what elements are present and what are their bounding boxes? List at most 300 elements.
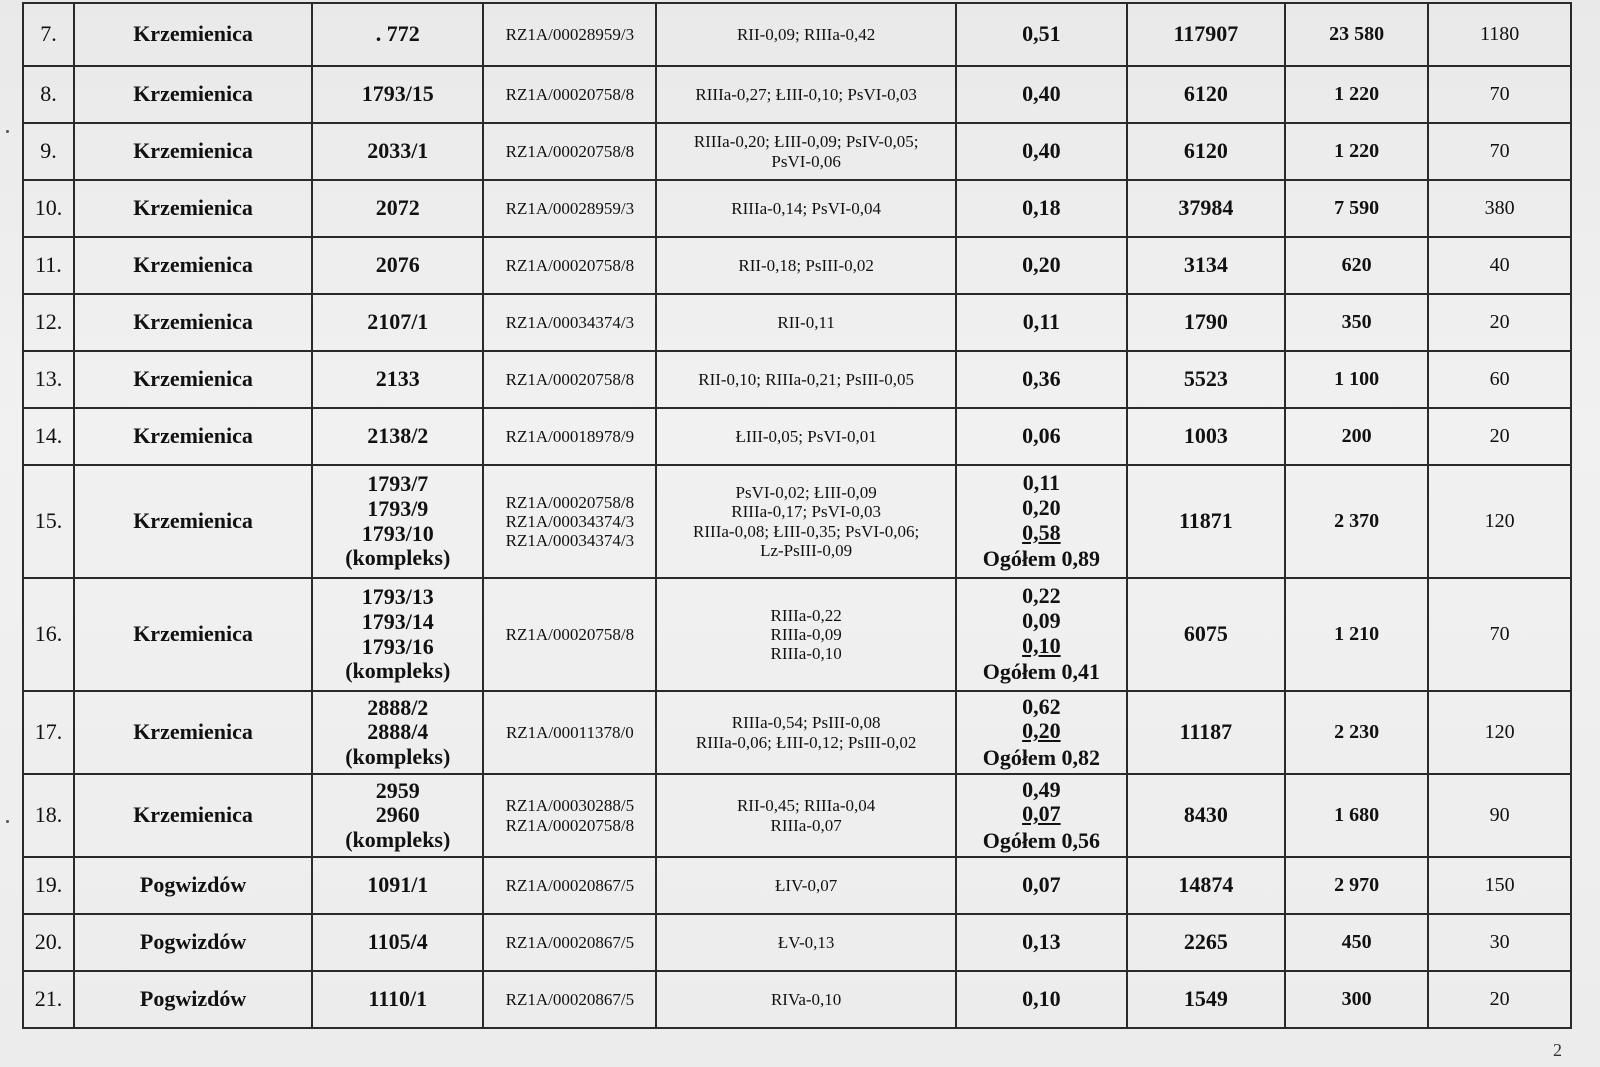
land-register-number: RZ1A/00020867/5 bbox=[505, 932, 635, 952]
row-number-cell bbox=[23, 408, 74, 465]
area-value: 0,22 bbox=[1022, 583, 1061, 609]
parcel-number: 1110/1 bbox=[368, 986, 428, 1012]
fee-cell bbox=[1428, 3, 1571, 66]
area-cell bbox=[956, 857, 1127, 914]
row-number-cell bbox=[23, 578, 74, 691]
table-row bbox=[23, 774, 1571, 857]
table-row bbox=[23, 691, 1571, 774]
value-cell bbox=[1127, 237, 1285, 294]
area-cell bbox=[956, 294, 1127, 351]
table-row bbox=[23, 578, 1571, 691]
parcel-number: 2959 bbox=[375, 777, 420, 803]
value-amount: 6075 bbox=[1183, 621, 1228, 647]
parcel-number: 2072 bbox=[375, 195, 420, 221]
fee-cell bbox=[1428, 180, 1571, 237]
parcel-cell bbox=[312, 237, 483, 294]
fee-amount: 20 bbox=[1489, 988, 1510, 1011]
location-cell bbox=[74, 351, 312, 408]
soil-class-cell bbox=[656, 578, 955, 691]
parcel-cell bbox=[312, 774, 483, 857]
parcel-cell bbox=[312, 914, 483, 971]
fee-amount: 150 bbox=[1484, 874, 1515, 897]
land-register-number: RZ1A/00030288/5 bbox=[505, 796, 635, 816]
location-cell bbox=[74, 857, 312, 914]
location-cell bbox=[74, 691, 312, 774]
value-amount: 8430 bbox=[1183, 802, 1228, 828]
soil-class: RIIIa-0,10 bbox=[770, 644, 842, 664]
parcel-table bbox=[22, 2, 1572, 1029]
location-cell bbox=[74, 914, 312, 971]
fee-cell bbox=[1428, 857, 1571, 914]
area-value: 0,40 bbox=[1022, 81, 1061, 107]
soil-class-cell bbox=[656, 3, 955, 66]
fee-amount: 1180 bbox=[1480, 23, 1520, 46]
area-cell bbox=[956, 237, 1127, 294]
value-cell bbox=[1127, 3, 1285, 66]
area-total: Ogółem 0,82 bbox=[982, 744, 1101, 770]
soil-class-cell bbox=[656, 914, 955, 971]
row-number-cell bbox=[23, 237, 74, 294]
area-value: 0,58 bbox=[1022, 519, 1061, 545]
soil-class: ŁV-0,13 bbox=[777, 932, 835, 952]
parcel-number: . 772 bbox=[375, 21, 420, 47]
soil-class: ŁIII-0,05; PsVI-0,01 bbox=[735, 426, 877, 446]
price-amount: 620 bbox=[1341, 254, 1372, 277]
price-amount: 1 100 bbox=[1334, 368, 1380, 391]
parcel-cell bbox=[312, 294, 483, 351]
value-cell bbox=[1127, 408, 1285, 465]
row-number: 7. bbox=[40, 21, 57, 47]
land-register-number: RZ1A/00020758/8 bbox=[505, 141, 635, 161]
row-number: 9. bbox=[40, 138, 57, 164]
location-cell bbox=[74, 66, 312, 123]
location-name: Krzemienica bbox=[133, 252, 253, 278]
table-row bbox=[23, 465, 1571, 578]
fee-amount: 20 bbox=[1489, 425, 1510, 448]
fee-cell bbox=[1428, 123, 1571, 180]
area-cell bbox=[956, 66, 1127, 123]
fee-cell bbox=[1428, 66, 1571, 123]
row-number: 16. bbox=[34, 621, 63, 647]
land-register-cell bbox=[483, 408, 656, 465]
soil-class: PsVI-0,02; ŁIII-0,09 bbox=[735, 483, 877, 503]
value-cell bbox=[1127, 857, 1285, 914]
land-register-number: RZ1A/00018978/9 bbox=[505, 426, 635, 446]
table-body bbox=[23, 3, 1571, 1028]
row-number-cell bbox=[23, 66, 74, 123]
area-value: 0,40 bbox=[1022, 138, 1061, 164]
value-cell bbox=[1127, 465, 1285, 578]
soil-class-cell bbox=[656, 123, 955, 180]
row-number: 10. bbox=[34, 195, 63, 221]
land-register-number: RZ1A/00020758/8 bbox=[505, 255, 635, 275]
land-register-cell bbox=[483, 914, 656, 971]
table-row bbox=[23, 971, 1571, 1028]
value-amount: 1790 bbox=[1183, 309, 1228, 335]
table-row bbox=[23, 66, 1571, 123]
page-number: 2 bbox=[1553, 1040, 1562, 1060]
location-cell bbox=[74, 294, 312, 351]
location-name: Krzemienica bbox=[133, 81, 253, 107]
fee-amount: 120 bbox=[1484, 721, 1515, 744]
value-cell bbox=[1127, 691, 1285, 774]
parcel-cell bbox=[312, 971, 483, 1028]
parcel-number: (kompleks) bbox=[345, 658, 451, 684]
area-total: Ogółem 0,41 bbox=[982, 659, 1101, 685]
area-cell bbox=[956, 3, 1127, 66]
parcel-number: 1091/1 bbox=[367, 872, 429, 898]
parcel-number: 1793/13 bbox=[361, 584, 434, 610]
table-row bbox=[23, 180, 1571, 237]
price-cell bbox=[1285, 66, 1429, 123]
parcel-number: 1105/4 bbox=[367, 929, 428, 955]
land-register-cell bbox=[483, 3, 656, 66]
parcel-number: 2133 bbox=[375, 366, 420, 392]
land-register-number: RZ1A/00011378/0 bbox=[505, 722, 634, 742]
row-number-cell bbox=[23, 351, 74, 408]
soil-class: RII-0,11 bbox=[777, 312, 835, 332]
area-cell bbox=[956, 180, 1127, 237]
parcel-number: 1793/7 bbox=[367, 471, 429, 497]
location-cell bbox=[74, 971, 312, 1028]
land-register-cell bbox=[483, 294, 656, 351]
fee-cell bbox=[1428, 465, 1571, 578]
location-name: Pogwizdów bbox=[139, 929, 247, 955]
price-cell bbox=[1285, 691, 1429, 774]
area-value: 0,11 bbox=[1022, 309, 1061, 335]
area-value: 0,18 bbox=[1022, 195, 1061, 221]
parcel-number: 1793/10 bbox=[361, 520, 434, 546]
fee-cell bbox=[1428, 351, 1571, 408]
land-register-cell bbox=[483, 66, 656, 123]
row-number: 18. bbox=[34, 802, 63, 828]
area-value: 0,20 bbox=[1022, 718, 1061, 744]
land-register-number: RZ1A/00020758/8 bbox=[505, 492, 635, 512]
value-amount: 11187 bbox=[1179, 719, 1233, 745]
soil-class-cell bbox=[656, 774, 955, 857]
value-cell bbox=[1127, 180, 1285, 237]
price-amount: 2 230 bbox=[1334, 721, 1380, 744]
table-row bbox=[23, 3, 1571, 66]
table-row bbox=[23, 294, 1571, 351]
parcel-cell bbox=[312, 857, 483, 914]
price-amount: 1 220 bbox=[1334, 140, 1380, 163]
area-value: 0,09 bbox=[1022, 607, 1061, 633]
soil-class: ŁIV-0,07 bbox=[775, 875, 838, 895]
price-cell bbox=[1285, 774, 1429, 857]
soil-class: RIIIa-0,17; PsVI-0,03 bbox=[731, 502, 881, 522]
row-number-cell bbox=[23, 691, 74, 774]
value-amount: 6120 bbox=[1183, 81, 1228, 107]
value-amount: 5523 bbox=[1183, 366, 1228, 392]
value-amount: 1003 bbox=[1183, 423, 1228, 449]
price-cell bbox=[1285, 971, 1429, 1028]
parcel-number: 2888/4 bbox=[367, 719, 429, 745]
location-name: Krzemienica bbox=[133, 366, 253, 392]
location-cell bbox=[74, 123, 312, 180]
soil-class: RIIIa-0,27; ŁIII-0,10; PsVI-0,03 bbox=[695, 84, 917, 104]
parcel-number: 2033/1 bbox=[367, 138, 429, 164]
location-cell bbox=[74, 465, 312, 578]
land-register-number: RZ1A/00020867/5 bbox=[505, 875, 635, 895]
value-cell bbox=[1127, 123, 1285, 180]
land-register-number: RZ1A/00028959/3 bbox=[505, 198, 635, 218]
price-cell bbox=[1285, 857, 1429, 914]
value-cell bbox=[1127, 294, 1285, 351]
parcel-number: 2138/2 bbox=[367, 423, 429, 449]
location-name: Krzemienica bbox=[133, 138, 253, 164]
soil-class-cell bbox=[656, 180, 955, 237]
area-cell bbox=[956, 351, 1127, 408]
location-cell bbox=[74, 237, 312, 294]
soil-class: RIIIa-0,09 bbox=[770, 624, 842, 644]
row-number-cell bbox=[23, 465, 74, 578]
fee-amount: 20 bbox=[1489, 311, 1510, 334]
location-cell bbox=[74, 578, 312, 691]
price-amount: 1 680 bbox=[1334, 804, 1380, 827]
value-amount: 3134 bbox=[1183, 252, 1228, 278]
area-cell bbox=[956, 578, 1127, 691]
value-amount: 1549 bbox=[1183, 986, 1228, 1012]
area-cell bbox=[956, 123, 1127, 180]
parcel-cell bbox=[312, 465, 483, 578]
land-register-number: RZ1A/00020867/5 bbox=[505, 989, 635, 1009]
fee-cell bbox=[1428, 914, 1571, 971]
area-total: Ogółem 0,56 bbox=[982, 827, 1101, 853]
parcel-number: 1793/16 bbox=[361, 633, 434, 659]
fee-amount: 70 bbox=[1489, 140, 1510, 163]
soil-class-cell bbox=[656, 408, 955, 465]
fee-cell bbox=[1428, 294, 1571, 351]
value-cell bbox=[1127, 578, 1285, 691]
soil-class: RII-0,10; RIIIa-0,21; PsIII-0,05 bbox=[698, 369, 914, 389]
row-number: 21. bbox=[34, 986, 63, 1012]
land-register-cell bbox=[483, 774, 656, 857]
fee-amount: 70 bbox=[1489, 623, 1510, 646]
price-cell bbox=[1285, 237, 1429, 294]
area-value: 0,06 bbox=[1022, 423, 1061, 449]
soil-class: RIIIa-0,07 bbox=[770, 815, 842, 835]
land-register-number: RZ1A/00020758/8 bbox=[505, 369, 635, 389]
location-cell bbox=[74, 408, 312, 465]
price-amount: 200 bbox=[1341, 425, 1372, 448]
fee-cell bbox=[1428, 578, 1571, 691]
price-cell bbox=[1285, 408, 1429, 465]
price-amount: 1 210 bbox=[1334, 623, 1380, 646]
parcel-number: 1793/14 bbox=[361, 608, 434, 634]
area-cell bbox=[956, 465, 1127, 578]
price-cell bbox=[1285, 914, 1429, 971]
price-cell bbox=[1285, 123, 1429, 180]
area-value: 0,07 bbox=[1022, 872, 1061, 898]
area-cell bbox=[956, 691, 1127, 774]
row-number: 20. bbox=[34, 929, 63, 955]
row-number-cell bbox=[23, 857, 74, 914]
soil-class-cell bbox=[656, 237, 955, 294]
soil-class: RIIIa-0,14; PsVI-0,04 bbox=[731, 198, 881, 218]
parcel-number: 2076 bbox=[375, 252, 420, 278]
price-amount: 2 370 bbox=[1334, 510, 1380, 533]
location-cell bbox=[74, 774, 312, 857]
table-row bbox=[23, 123, 1571, 180]
value-amount: 6120 bbox=[1183, 138, 1228, 164]
table-row bbox=[23, 351, 1571, 408]
parcel-number: (kompleks) bbox=[345, 545, 451, 571]
scan-speck bbox=[6, 820, 9, 823]
row-number: 13. bbox=[34, 366, 63, 392]
area-value: 0,07 bbox=[1022, 801, 1061, 827]
fee-amount: 90 bbox=[1489, 804, 1510, 827]
price-amount: 7 590 bbox=[1334, 197, 1380, 220]
land-register-number: RZ1A/00034374/3 bbox=[505, 531, 635, 551]
area-cell bbox=[956, 971, 1127, 1028]
location-name: Krzemienica bbox=[133, 309, 253, 335]
location-name: Pogwizdów bbox=[139, 986, 247, 1012]
table-row bbox=[23, 408, 1571, 465]
row-number: 19. bbox=[34, 872, 63, 898]
price-amount: 1 220 bbox=[1334, 83, 1380, 106]
row-number: 15. bbox=[34, 508, 63, 534]
land-register-number: RZ1A/00034374/3 bbox=[505, 312, 635, 332]
price-amount: 2 970 bbox=[1334, 874, 1380, 897]
fee-cell bbox=[1428, 774, 1571, 857]
soil-class: RIIIa-0,06; ŁIII-0,12; PsIII-0,02 bbox=[695, 732, 917, 752]
parcel-cell bbox=[312, 66, 483, 123]
row-number: 8. bbox=[40, 81, 57, 107]
row-number: 12. bbox=[34, 309, 63, 335]
row-number: 11. bbox=[35, 252, 62, 278]
location-name: Krzemienica bbox=[133, 21, 253, 47]
area-total: Ogółem 0,89 bbox=[982, 546, 1101, 572]
location-name: Krzemienica bbox=[133, 802, 253, 828]
parcel-cell bbox=[312, 3, 483, 66]
soil-class: RII-0,45; RIIIa-0,04 bbox=[736, 796, 876, 816]
soil-class: RIVa-0,10 bbox=[770, 989, 842, 1009]
fee-amount: 30 bbox=[1489, 931, 1510, 954]
land-register-cell bbox=[483, 857, 656, 914]
area-cell bbox=[956, 774, 1127, 857]
area-cell bbox=[956, 914, 1127, 971]
value-cell bbox=[1127, 66, 1285, 123]
fee-cell bbox=[1428, 691, 1571, 774]
soil-class-cell bbox=[656, 857, 955, 914]
land-register-cell bbox=[483, 237, 656, 294]
land-register-number: RZ1A/00028959/3 bbox=[505, 24, 635, 44]
land-register-number: RZ1A/00034374/3 bbox=[505, 511, 635, 531]
price-amount: 450 bbox=[1341, 931, 1372, 954]
value-amount: 2265 bbox=[1183, 929, 1228, 955]
price-cell bbox=[1285, 465, 1429, 578]
soil-class: PsVI-0,06 bbox=[771, 151, 841, 171]
area-value: 0,62 bbox=[1022, 693, 1061, 719]
land-register-cell bbox=[483, 465, 656, 578]
land-register-cell bbox=[483, 971, 656, 1028]
value-cell bbox=[1127, 971, 1285, 1028]
scan-speck bbox=[6, 130, 9, 133]
fee-amount: 40 bbox=[1489, 254, 1510, 277]
area-value: 0,20 bbox=[1022, 494, 1061, 520]
soil-class-cell bbox=[656, 351, 955, 408]
fee-cell bbox=[1428, 237, 1571, 294]
soil-class-cell bbox=[656, 691, 955, 774]
area-value: 0,51 bbox=[1022, 21, 1061, 47]
value-cell bbox=[1127, 351, 1285, 408]
parcel-number: 1793/9 bbox=[367, 495, 429, 521]
price-amount: 300 bbox=[1341, 988, 1372, 1011]
soil-class: RIIIa-0,54; PsIII-0,08 bbox=[731, 713, 881, 733]
price-cell bbox=[1285, 180, 1429, 237]
land-register-number: RZ1A/00020758/8 bbox=[505, 84, 635, 104]
area-value: 0,11 bbox=[1022, 470, 1061, 496]
fee-cell bbox=[1428, 971, 1571, 1028]
land-register-cell bbox=[483, 351, 656, 408]
land-register-cell bbox=[483, 578, 656, 691]
parcel-number: (kompleks) bbox=[345, 743, 451, 769]
location-cell bbox=[74, 180, 312, 237]
parcel-cell bbox=[312, 180, 483, 237]
parcel-number: 2888/2 bbox=[367, 694, 429, 720]
soil-class: RII-0,09; RIIIa-0,42 bbox=[736, 24, 876, 44]
row-number-cell bbox=[23, 971, 74, 1028]
area-value: 0,10 bbox=[1022, 986, 1061, 1012]
value-amount: 37984 bbox=[1178, 195, 1234, 221]
parcel-cell bbox=[312, 351, 483, 408]
value-amount: 117907 bbox=[1173, 21, 1239, 47]
area-value: 0,10 bbox=[1022, 632, 1061, 658]
value-amount: 11871 bbox=[1178, 508, 1233, 534]
soil-class: RIIIa-0,20; ŁIII-0,09; PsIV-0,05; bbox=[693, 132, 919, 152]
soil-class-cell bbox=[656, 66, 955, 123]
row-number-cell bbox=[23, 774, 74, 857]
soil-class: RIIIa-0,22 bbox=[770, 605, 842, 625]
row-number-cell bbox=[23, 3, 74, 66]
table-row bbox=[23, 857, 1571, 914]
parcel-number: 2960 bbox=[375, 802, 420, 828]
price-cell bbox=[1285, 578, 1429, 691]
area-cell bbox=[956, 408, 1127, 465]
area-value: 0,49 bbox=[1022, 776, 1061, 802]
row-number: 14. bbox=[34, 423, 63, 449]
parcel-cell bbox=[312, 578, 483, 691]
value-amount: 14874 bbox=[1178, 872, 1234, 898]
location-name: Krzemienica bbox=[133, 508, 253, 534]
parcel-number: (kompleks) bbox=[345, 826, 451, 852]
parcel-number: 1793/15 bbox=[361, 81, 434, 107]
soil-class: Lz-PsIII-0,09 bbox=[760, 540, 853, 560]
location-cell bbox=[74, 3, 312, 66]
location-name: Pogwizdów bbox=[139, 872, 247, 898]
fee-amount: 60 bbox=[1489, 368, 1510, 391]
location-name: Krzemienica bbox=[133, 719, 253, 745]
location-name: Krzemienica bbox=[133, 621, 253, 647]
location-name: Krzemienica bbox=[133, 195, 253, 221]
row-number-cell bbox=[23, 914, 74, 971]
price-cell bbox=[1285, 3, 1429, 66]
price-amount: 350 bbox=[1341, 311, 1372, 334]
table-row bbox=[23, 914, 1571, 971]
land-register-number: RZ1A/00020758/8 bbox=[505, 815, 635, 835]
parcel-cell bbox=[312, 408, 483, 465]
row-number-cell bbox=[23, 180, 74, 237]
parcel-cell bbox=[312, 691, 483, 774]
price-amount: 23 580 bbox=[1329, 23, 1385, 46]
value-cell bbox=[1127, 914, 1285, 971]
parcel-cell bbox=[312, 123, 483, 180]
fee-amount: 120 bbox=[1484, 510, 1515, 533]
land-register-cell bbox=[483, 123, 656, 180]
soil-class: RII-0,18; PsIII-0,02 bbox=[738, 255, 874, 275]
row-number-cell bbox=[23, 294, 74, 351]
